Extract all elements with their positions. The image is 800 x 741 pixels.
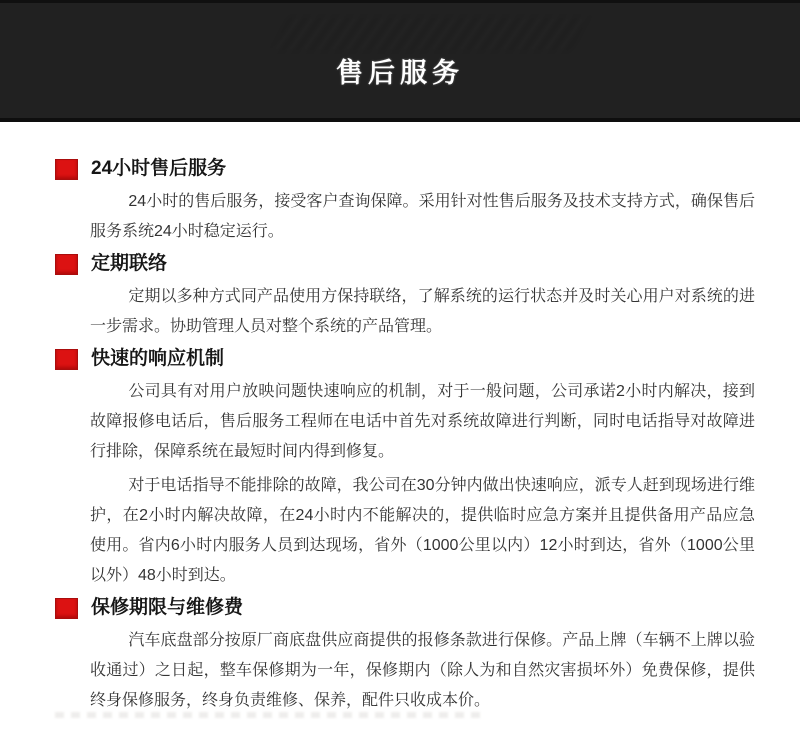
content-area xyxy=(0,122,800,716)
section-heading-row xyxy=(55,595,755,621)
section-paragraph: 汽车底盘部分按原厂商底盘供应商提供的报修条款进行保修。产品上牌（车辆不上牌以验收通过）之日起，整车保修期为一年，保修期内（除人为和自然灾害损坏外）免费保修，提供终身保修服务，终身负责维修、保养，配件只收成本价。 xyxy=(90,632,755,709)
section-heading: 快速的响应机制 xyxy=(91,348,225,369)
section-regular-contact xyxy=(55,251,755,342)
red-square-bullet-icon xyxy=(55,159,78,180)
section-heading: 24小时售后服务 xyxy=(91,158,227,179)
section-warranty xyxy=(55,595,755,716)
section-paragraph: 24小时的售后服务，接受客户查询保障。采用针对性售后服务及技术支持方式，确保售后服务系统24小时稳定运行。 xyxy=(90,193,755,240)
section-heading: 保修期限与维修费 xyxy=(91,597,244,618)
section-heading-row xyxy=(55,251,755,277)
section-fast-response xyxy=(55,346,755,591)
section-heading: 定期联络 xyxy=(91,253,168,274)
watermark xyxy=(271,17,589,51)
section-heading-row xyxy=(55,156,755,182)
red-square-bullet-icon xyxy=(55,598,78,619)
page-title: 售后服务 xyxy=(336,58,464,88)
section-paragraph: 对于电话指导不能排除的故障，我公司在30分钟内做出快速响应，派专人赶到现场进行维护，在2小时内解决故障，在24小时内不能解决的，提供临时应急方案并且提供备用产品应急使用。省内6小时内服务人员到达现场，省外（1000公里以内）12小时到达，省外（1000公里以外）48小时到达。 xyxy=(90,477,755,584)
hero-banner xyxy=(0,0,800,122)
section-paragraph: 定期以多种方式同产品使用方保持联络，了解系统的运行状态并及时关心用户对系统的进一步需求。协助管理人员对整个系统的产品管理。 xyxy=(90,288,755,335)
section-24h-after-sales xyxy=(55,156,755,247)
section-paragraph: 公司具有对用户放映问题快速响应的机制，对于一般问题，公司承诺2小时内解决，接到故障报修电话后，售后服务工程师在电话中首先对系统故障进行判断，同时电话指导对故障进行排除，保障系统在最短时间内得到修复。 xyxy=(90,383,755,460)
section-heading-row xyxy=(55,346,755,372)
red-square-bullet-icon xyxy=(55,254,78,275)
red-square-bullet-icon xyxy=(55,349,78,370)
